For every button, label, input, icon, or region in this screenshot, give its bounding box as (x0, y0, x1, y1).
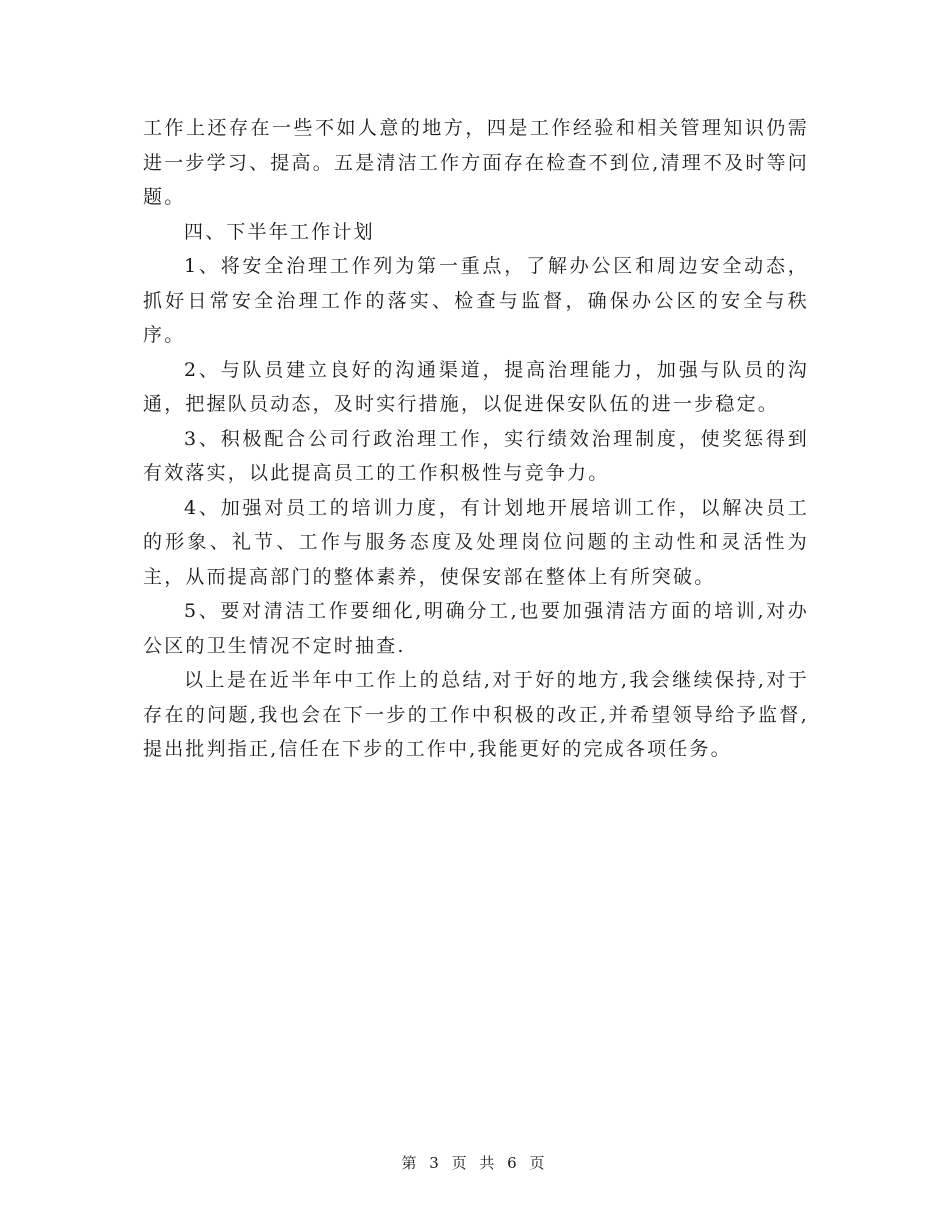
plan-item-2: 2、与队员建立良好的沟通渠道，提高治理能力，加强与队员的沟通，把握队员动态，及时实行措施，以促进保安队伍的进一步稳定。 (143, 358, 809, 415)
plan-item-1: 1、将安全治理工作列为第一重点，了解办公区和周边安全动态，抓好日常安全治理工作的落实、检查与监督，确保办公区的安全与秩序。 (143, 255, 809, 346)
plan-item-5: 5、要对清洁工作要细化,明确分工,也要加强清洁方面的培训,对办公区的卫生情况不定时抽查. (143, 600, 809, 657)
document-body (143, 111, 809, 767)
closing-paragraph: 以上是在近半年中工作上的总结,对于好的地方,我会继续保持,对于存在的问题,我也会在下一步的工作中积极的改正,并希望领导给予监督,提出批判指正,信任在下步的工作中,我能更好的完成各项任务。 (143, 669, 809, 760)
plan-item-3: 3、积极配合公司行政治理工作，实行绩效治理制度，使奖惩得到有效落实，以此提高员工的工作积极性与竞争力。 (143, 427, 809, 484)
page-number-footer: 第 3 页 共 6 页 (401, 1154, 549, 1172)
paragraph-continuation: 工作上还存在一些不如人意的地方，四是工作经验和相关管理知识仍需进一步学习、提高。五是清洁工作方面存在检查不到位,清理不及时等问题。 (143, 117, 809, 208)
section-heading: 四、下半年工作计划 (184, 220, 375, 243)
plan-item-4: 4、加强对员工的培训力度，有计划地开展培训工作，以解决员工的形象、礼节、工作与服务态度及处理岗位问题的主动性和灵活性为主，从而提高部门的整体素养，使保安部在整体上有所突破。 (143, 496, 809, 588)
